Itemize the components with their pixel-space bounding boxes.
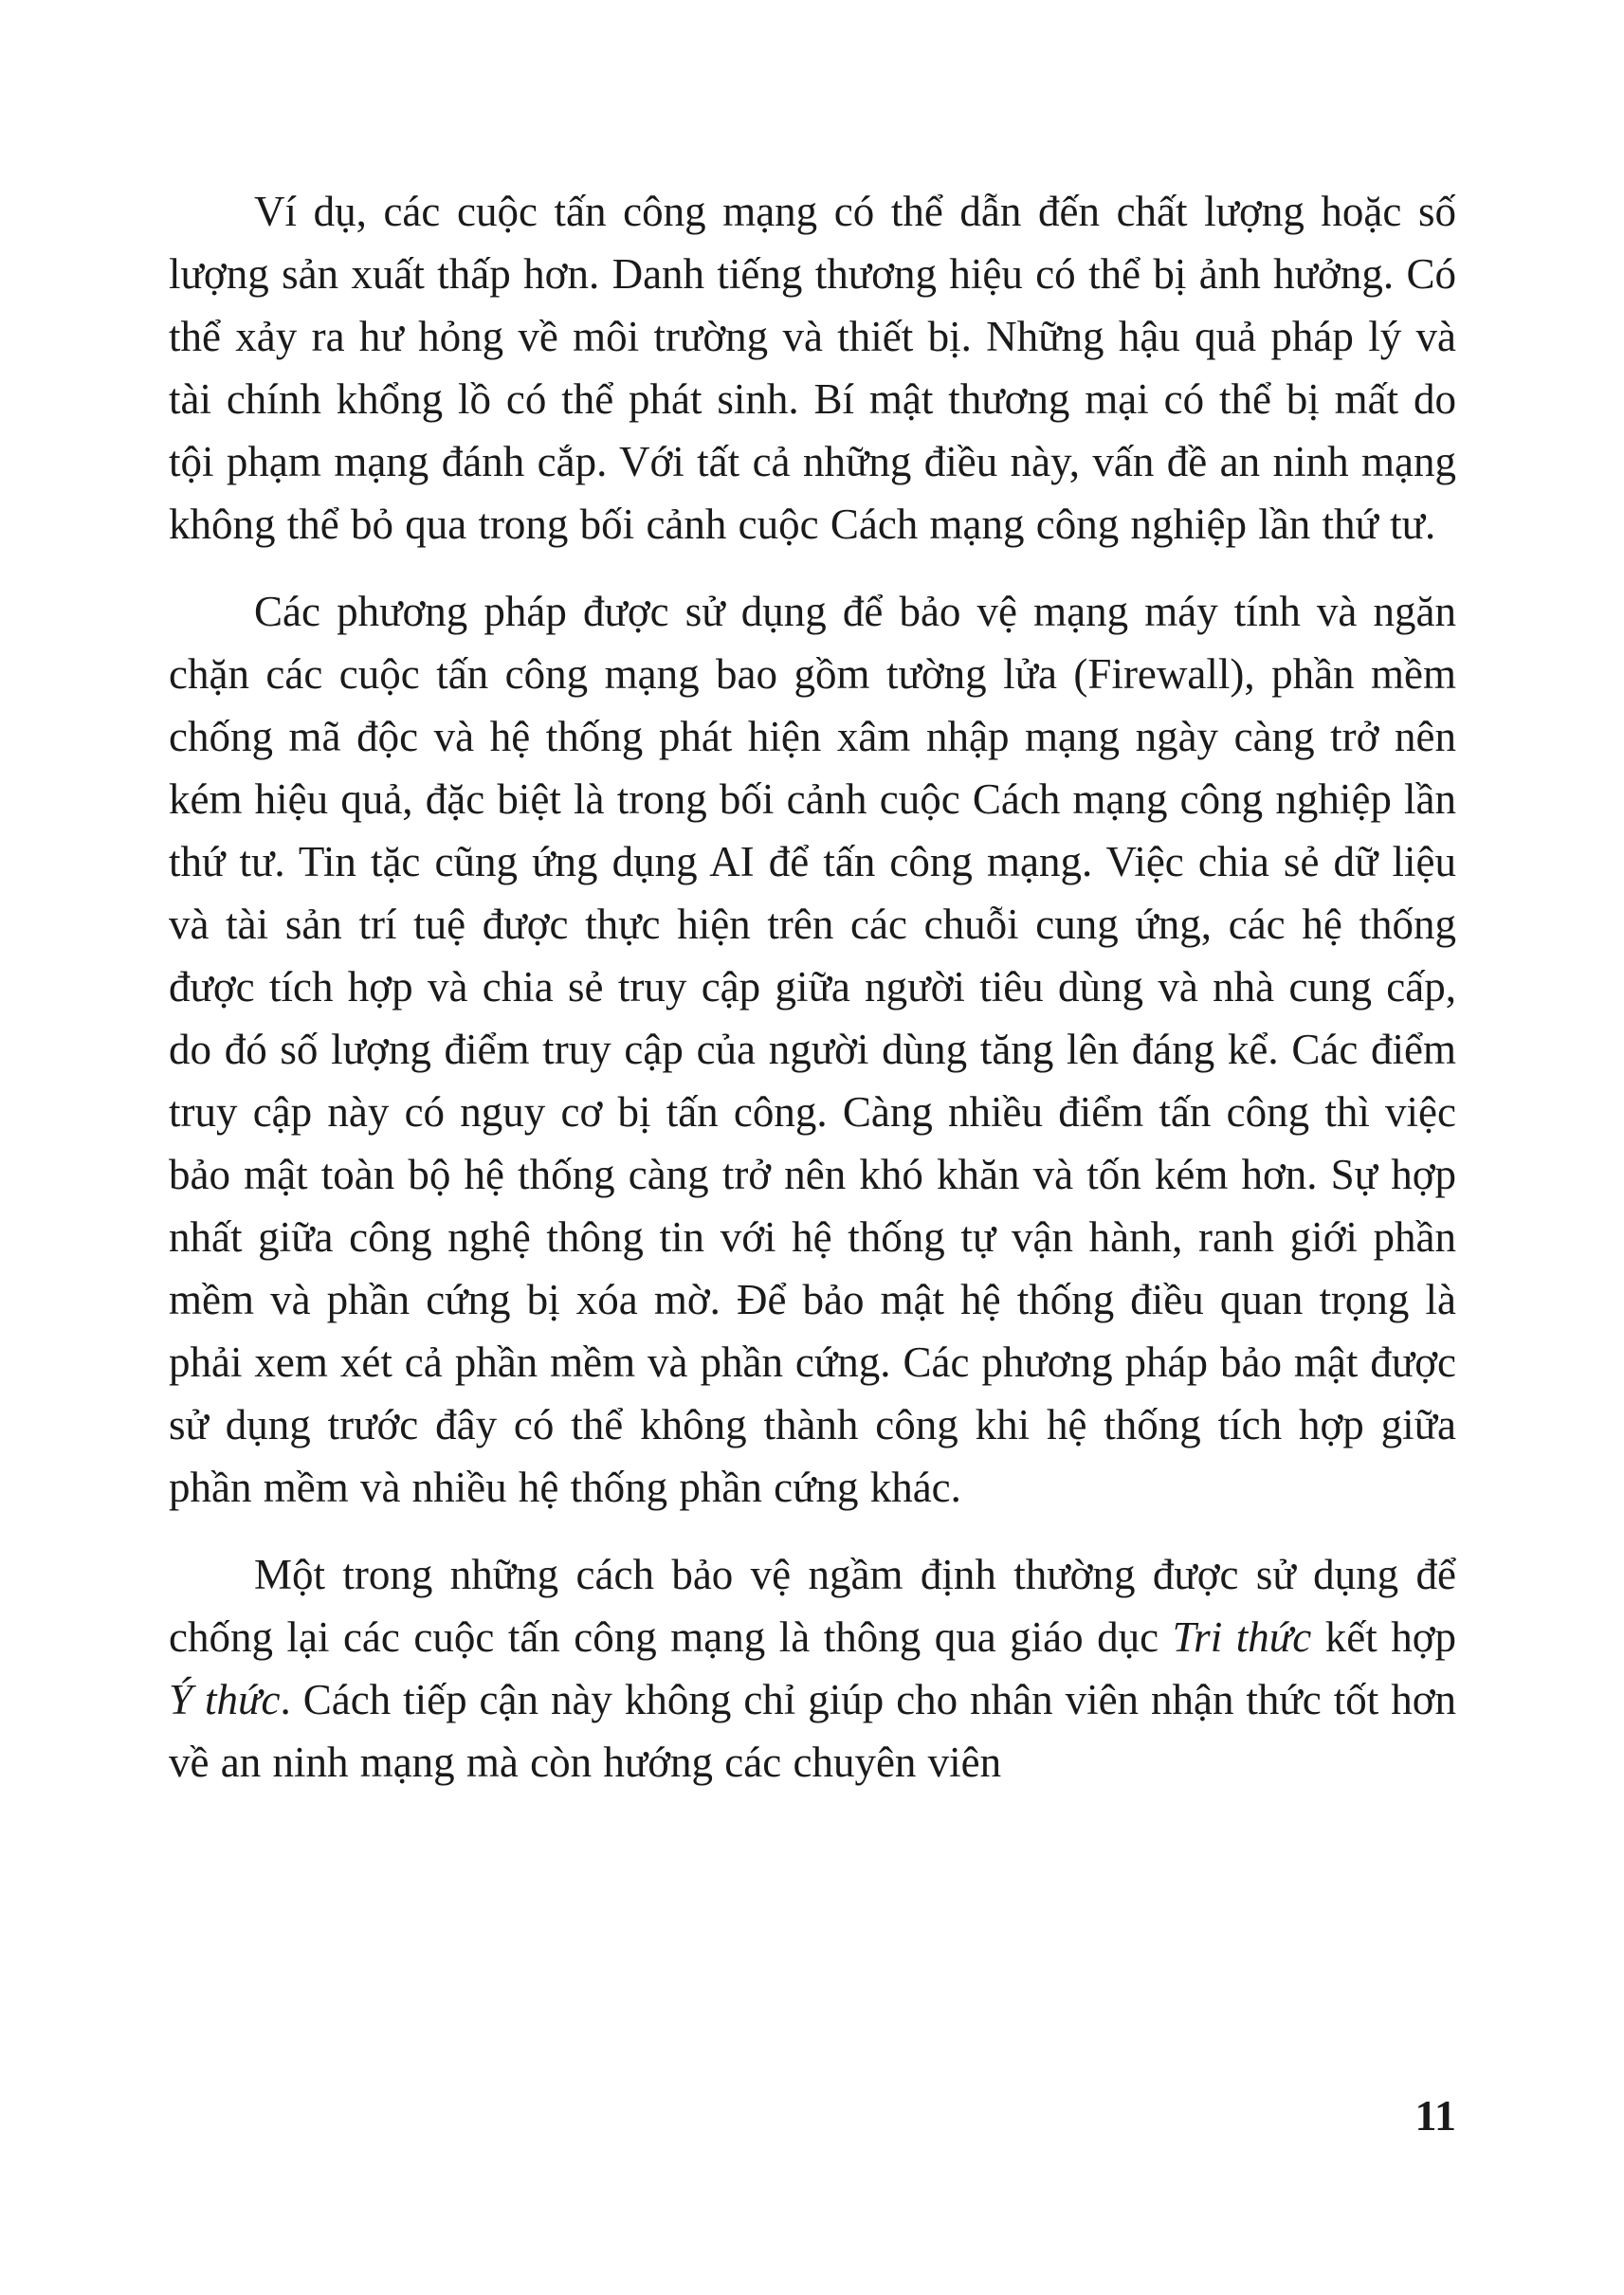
page-body [169, 180, 1456, 2275]
paragraph-1: Ví dụ, các cuộc tấn công mạng có thể dẫn đến chất lượng hoặc số lượng sản xuất thấp hơn. Danh tiếng thương hiệu có thể bị ảnh hưởng. Có thể xảy ra hư hỏng về môi trường và thiết bị. Những hậu quả pháp lý và tài chính khổng lồ có thể phát sinh. Bí mật thương mại có thể bị mất do tội phạm mạng đánh cắp. Với tất cả những điều này, vấn đề an ninh mạng không thể bỏ qua trong bối cảnh cuộc Cách mạng công nghiệp lần thứ tư. [169, 188, 1456, 548]
paragraph-3-text-c: . Cách tiếp cận này không chỉ giúp cho nhân viên nhận thức tốt hơn về an ninh mạng mà còn hướng các chuyên viên [169, 1676, 1456, 1786]
paragraph-3-text-a: Một trong những cách bảo vệ ngầm định thường được sử dụng để chống lại các cuộc tấn công mạng là thông qua giáo dục [169, 1551, 1456, 1661]
italic-term-y-thuc: Ý thức [169, 1676, 281, 1723]
paragraph-2: Các phương pháp được sử dụng để bảo vệ mạng máy tính và ngăn chặn các cuộc tấn công mạng bao gồm tường lửa (Firewall), phần mềm chống mã độc và hệ thống phát hiện xâm nhập mạng ngày càng trở nên kém hiệu quả, đặc biệt là trong bối cảnh cuộc Cách mạng công nghiệp lần thứ tư. Tin tặc cũng ứng dụng AI để tấn công mạng. Việc chia sẻ dữ liệu và tài sản trí tuệ được thực hiện trên các chuỗi cung ứng, các hệ thống được tích hợp và chia sẻ truy cập giữa người tiêu dùng và nhà cung cấp, do đó số lượng điểm truy cập của người dùng tăng lên đáng kể. Các điểm truy cập này có nguy cơ bị tấn công. Càng nhiều điểm tấn công thì việc bảo mật toàn bộ hệ thống càng trở nên khó khăn và tốn kém hơn. Sự hợp nhất giữa công nghệ thông tin với hệ thống tự vận hành, ranh giới phần mềm và phần cứng bị xóa mờ. Để bảo mật hệ thống điều quan trọng là phải xem xét cả phần mềm và phần cứng. Các phương pháp bảo mật được sử dụng trước đây có thể không thành công khi hệ thống tích hợp giữa phần mềm và nhiều hệ thống phần cứng khác. [169, 588, 1456, 1511]
page-number: 11 [1414, 2091, 1456, 2140]
paragraph-3 [169, 1543, 1456, 1794]
paragraph-3-text-b: kết hợp [1311, 1613, 1456, 1661]
italic-term-tri-thuc: Tri thức [1172, 1613, 1312, 1661]
